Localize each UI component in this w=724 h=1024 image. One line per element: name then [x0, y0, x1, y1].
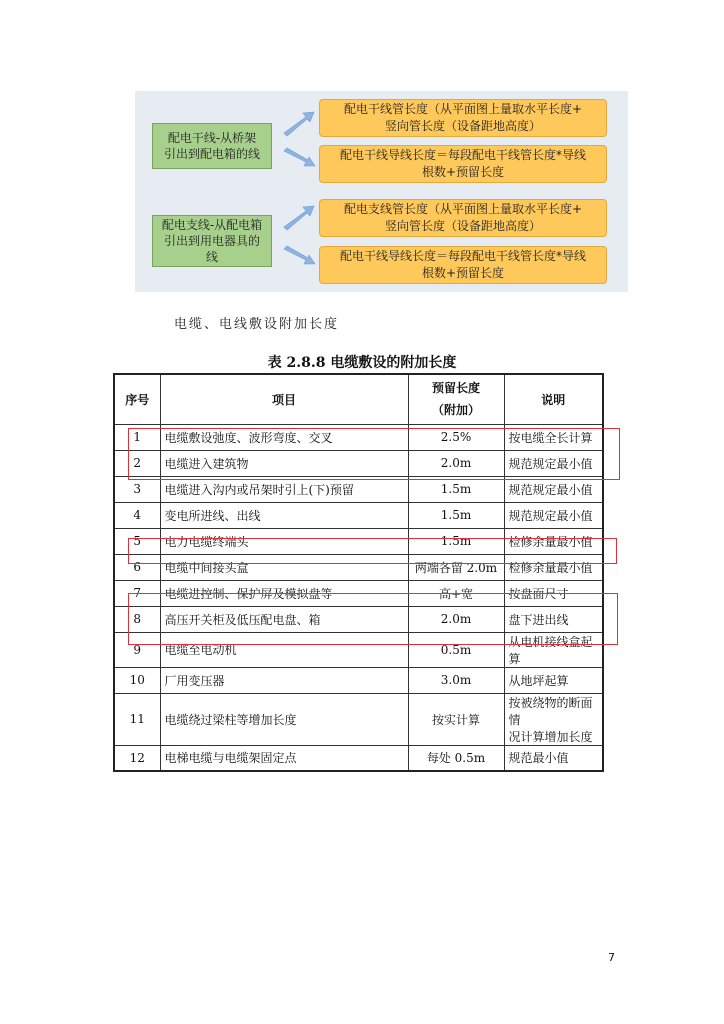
row-length: 2.0m — [408, 450, 504, 476]
row-note: 按被绕物的断面情 况计算增加长度 — [504, 693, 603, 745]
branch-conduit-length-box: 配电支线管长度（从平面图上量取水平长度+ 竖向管长度（设备距地高度） — [319, 199, 607, 237]
row-length: 每处 0.5m — [408, 745, 504, 771]
branch-line-box: 配电支线-从配电箱 引出到用电器具的 线 — [152, 215, 272, 267]
highlight-rows-7-8 — [128, 593, 618, 645]
row-no: 9 — [114, 632, 160, 667]
row-note: 规范规定最小值 — [504, 476, 603, 502]
row-item: 电缆敷设弛度、波形弯度、交叉 — [160, 424, 408, 450]
row-length: 1.5m — [408, 528, 504, 554]
main-line-box: 配电干线-从桥架 引出到配电箱的线 — [152, 123, 272, 169]
row-item: 电力电缆终端头 — [160, 528, 408, 554]
header-item: 项目 — [160, 374, 408, 424]
row-item: 高压开关柜及低压配电盘、箱 — [160, 606, 408, 632]
row-item: 变电所进线、出线 — [160, 502, 408, 528]
row-no: 6 — [114, 554, 160, 580]
row-no: 10 — [114, 667, 160, 693]
row-note: 规范最小值 — [504, 745, 603, 771]
row-note: 从地坪起算 — [504, 667, 603, 693]
row-length: 1.5m — [408, 476, 504, 502]
row-note: 按盘面尺寸 — [504, 580, 603, 606]
row-item: 电缆绕过梁柱等增加长度 — [160, 693, 408, 745]
table-title: 表 2.8.8 电缆敷设的附加长度 — [267, 355, 457, 371]
highlight-rows-1-2 — [128, 428, 620, 480]
row-item: 电缆进入建筑物 — [160, 450, 408, 476]
row-note: 规范规定最小值 — [504, 450, 603, 476]
row-no: 1 — [114, 424, 160, 450]
row-no: 7 — [114, 580, 160, 606]
header-no: 序号 — [114, 374, 160, 424]
row-note: 规范规定最小值 — [504, 502, 603, 528]
row-item: 电缆中间接头盒 — [160, 554, 408, 580]
row-item: 厂用变压器 — [160, 667, 408, 693]
cable-diagram — [135, 91, 628, 292]
row-item: 电缆至电动机 — [160, 632, 408, 667]
header-length: 预留长度 （附加） — [408, 374, 504, 424]
row-length: 2.0m — [408, 606, 504, 632]
row-note: 按电缆全长计算 — [504, 424, 603, 450]
row-note: 从电机接线盒起算 — [504, 632, 603, 667]
arrow-down-icon — [282, 245, 316, 269]
highlight-row-5 — [128, 538, 617, 564]
row-note: 盘下进出线 — [504, 606, 603, 632]
table-row — [114, 745, 603, 771]
table-row — [114, 502, 603, 528]
header-note: 说明 — [504, 374, 603, 424]
row-no: 5 — [114, 528, 160, 554]
row-no: 2 — [114, 450, 160, 476]
row-item: 电缆进控制、保护屏及模拟盘等 — [160, 580, 408, 606]
branch-wire-length-box: 配电干线导线长度＝每段配电干线管长度*导线 根数+预留长度 — [319, 246, 607, 284]
row-length: 1.5m — [408, 502, 504, 528]
row-note: 检修余量最小值 — [504, 528, 603, 554]
row-no: 4 — [114, 502, 160, 528]
row-no: 3 — [114, 476, 160, 502]
row-length: 按实计算 — [408, 693, 504, 745]
row-length: 3.0m — [408, 667, 504, 693]
row-length: 2.5% — [408, 424, 504, 450]
row-no: 11 — [114, 693, 160, 745]
row-no: 12 — [114, 745, 160, 771]
row-item: 电梯电缆与电缆架固定点 — [160, 745, 408, 771]
table-header-row — [114, 374, 603, 424]
section-caption: 电缆、电线敷设附加长度 — [174, 317, 340, 332]
row-item: 电缆进入沟内或吊架时引上(下)预留 — [160, 476, 408, 502]
row-note: 检修余量最小值 — [504, 554, 603, 580]
arrow-down-icon — [282, 147, 316, 171]
arrow-up-icon — [282, 203, 316, 231]
row-no: 8 — [114, 606, 160, 632]
table-row — [114, 693, 603, 745]
arrow-up-icon — [282, 109, 316, 137]
table-row — [114, 667, 603, 693]
row-length: 两端各留 2.0m — [408, 554, 504, 580]
row-length: 0.5m — [408, 632, 504, 667]
main-wire-length-box: 配电干线导线长度＝每段配电干线管长度*导线 根数+预留长度 — [319, 145, 607, 183]
page-number: 7 — [608, 951, 615, 964]
main-conduit-length-box: 配电干线管长度（从平面图上量取水平长度+ 竖向管长度（设备距地高度） — [319, 99, 607, 137]
row-length: 高+宽 — [408, 580, 504, 606]
